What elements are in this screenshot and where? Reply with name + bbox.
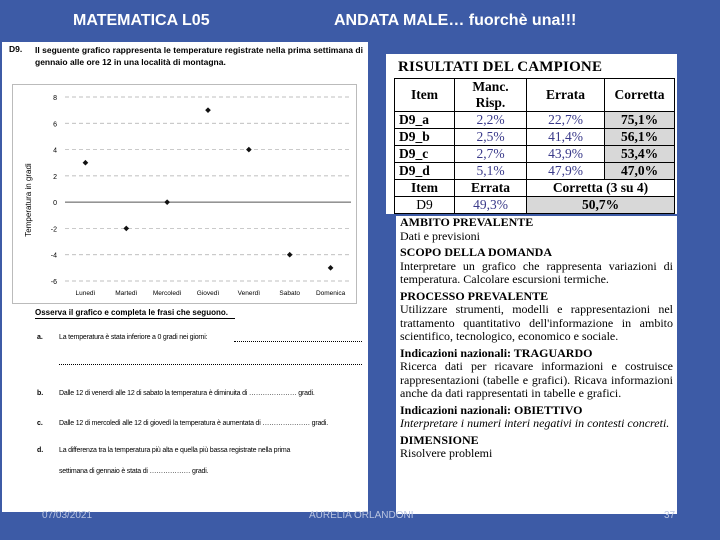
cell-manc: 2,2%: [455, 112, 527, 129]
cell-errata: 43,9%: [527, 146, 605, 163]
header-errata: Errata: [527, 79, 605, 112]
summary-corretta: 50,7%: [527, 197, 675, 214]
y-tick-label: -2: [50, 226, 57, 234]
cell-manc: 5,1%: [455, 163, 527, 180]
summary-errata: 49,3%: [455, 197, 527, 214]
x-tick-label: Domenica: [315, 290, 346, 297]
obiettivo-text: Interpretare i numeri interi negativi in contesti concreti.: [400, 416, 670, 430]
cell-corretta: 53,4%: [605, 146, 675, 163]
data-point: [164, 199, 170, 205]
data-point: [83, 160, 89, 166]
cell-manc: 2,7%: [455, 146, 527, 163]
ambito-title: AMBITO PREVALENTE: [400, 216, 534, 229]
y-tick-label: 6: [53, 121, 57, 129]
cell-item: D9_c: [395, 146, 455, 163]
instruction-underline: [35, 318, 235, 319]
results-title: RISULTATI DEL CAMPIONE: [398, 59, 603, 75]
table-row: [395, 163, 675, 180]
summary-row: [395, 197, 675, 214]
item-c-label: c.: [37, 420, 43, 427]
item-d-text-2: settimana di gennaio è stata di ……………… gradi.: [59, 468, 209, 475]
footer-page-number: 37: [664, 510, 676, 521]
cell-corretta: 56,1%: [605, 129, 675, 146]
data-point: [287, 252, 293, 258]
y-tick-label: -6: [50, 279, 57, 286]
y-tick-label: 4: [53, 147, 57, 155]
scopo-text: Interpretare un grafico che rappresenta variazioni di temperatura. Calcolare escursioni termiche.: [400, 258, 673, 286]
cell-manc: 2,5%: [455, 129, 527, 146]
cell-corretta: 47,0%: [605, 163, 675, 180]
item-a-label: a.: [37, 334, 43, 341]
header-corretta: Corretta: [605, 79, 675, 112]
summary-header-item: Item: [395, 180, 455, 197]
item-a-text: La temperatura è stata inferiore a 0 gradi nei giorni:: [59, 334, 208, 341]
slide-title-right: ANDATA MALE… fuorchè una!!!: [334, 12, 577, 29]
header-item: Item: [395, 79, 455, 112]
item-d-label: d.: [37, 447, 44, 454]
cell-corretta: 75,1%: [605, 112, 675, 129]
info-panel: [396, 216, 677, 514]
table-row: [395, 129, 675, 146]
summary-item: D9: [395, 197, 455, 214]
cell-item: D9_a: [395, 112, 455, 129]
item-a-answer-line-2[interactable]: [59, 364, 362, 365]
cell-errata: 22,7%: [527, 112, 605, 129]
table-row: [395, 112, 675, 129]
scopo-title: SCOPO DELLA DOMANDA: [400, 245, 553, 259]
processo-title: PROCESSO PREVALENTE: [400, 288, 549, 303]
ambito-text: Dati e previsioni: [400, 228, 480, 243]
data-point: [328, 265, 334, 271]
temperature-chart: [12, 84, 357, 304]
x-tick-label: Lunedì: [75, 290, 96, 297]
x-tick-label: Venerdì: [237, 290, 261, 297]
data-point: [205, 107, 211, 113]
instruction-text: Osserva il grafico e completa le frasi che seguono.: [35, 308, 228, 317]
y-tick-label: 2: [53, 173, 57, 181]
summary-header-corretta: Corretta (3 su 4): [527, 180, 675, 197]
y-tick-label: -4: [50, 252, 57, 260]
item-d-text: La differenza tra la temperatura più alta e quella più bassa registrate nella prima: [59, 447, 291, 454]
table-row: [395, 146, 675, 163]
dimensione-title: DIMENSIONE: [400, 432, 479, 447]
item-b-label: b.: [37, 390, 44, 397]
item-c-text: Dalle 12 di mercoledì alle 12 di giovedì la temperatura è aumentata di ………………… gradi.: [59, 420, 328, 427]
x-tick-label: Giovedì: [196, 290, 220, 297]
cell-errata: 47,9%: [527, 163, 605, 180]
cell-item: D9_d: [395, 163, 455, 180]
footer-author: AURELIA ORLANDONI: [309, 510, 414, 521]
x-tick-label: Martedì: [115, 290, 138, 297]
results-table: [394, 78, 675, 214]
footer-date: 07/03/2021: [42, 510, 93, 521]
y-tick-label: 0: [53, 200, 57, 208]
summary-header-row: [395, 180, 675, 197]
item-b-text: Dalle 12 di venerdì alle 12 di sabato la temperatura è diminuita di ………………… gradi.: [59, 390, 315, 397]
question-text: Il seguente grafico rappresenta le temperature registrate nella prima settimana di gennaio alle ore 12 in una località di montagna.: [35, 45, 363, 67]
x-tick-label: Mercoledì: [152, 290, 182, 297]
x-tick-label: Sabato: [279, 290, 301, 297]
slide-title-left: MATEMATICA L05: [73, 12, 210, 29]
data-point: [123, 226, 129, 232]
header-manc: Manc. Risp.: [455, 79, 527, 112]
question-id: D9.: [9, 44, 23, 54]
cell-errata: 41,4%: [527, 129, 605, 146]
cell-item: D9_b: [395, 129, 455, 146]
results-table-panel: [386, 54, 677, 214]
y-axis-label: Temperatura in gradi: [24, 163, 33, 237]
data-point: [246, 147, 252, 153]
item-a-answer-line[interactable]: [234, 341, 362, 342]
question-panel: [2, 42, 368, 512]
y-tick-label: 8: [53, 95, 57, 102]
traguardo-text: Ricerca dati per ricavare informazioni e costruisce rappresentazioni (tabelle e grafici). Ricava informazioni anche da dati rappresentati in tabelle e grafici.: [400, 359, 673, 400]
traguardo-title: Indicazioni nazionali: TRAGUARDO: [400, 345, 593, 360]
table-header-row: [395, 79, 675, 112]
dimensione-text: Risolvere problemi: [400, 446, 493, 460]
processo-text: Utilizzare strumenti, modelli e rappresentazioni nel trattamento quantitativo dell'informazione in ambito scientifico, tecnologico, economico e sociale.: [400, 302, 673, 343]
summary-header-errata: Errata: [455, 180, 527, 197]
obiettivo-title: Indicazioni nazionali: OBIETTIVO: [400, 402, 583, 417]
